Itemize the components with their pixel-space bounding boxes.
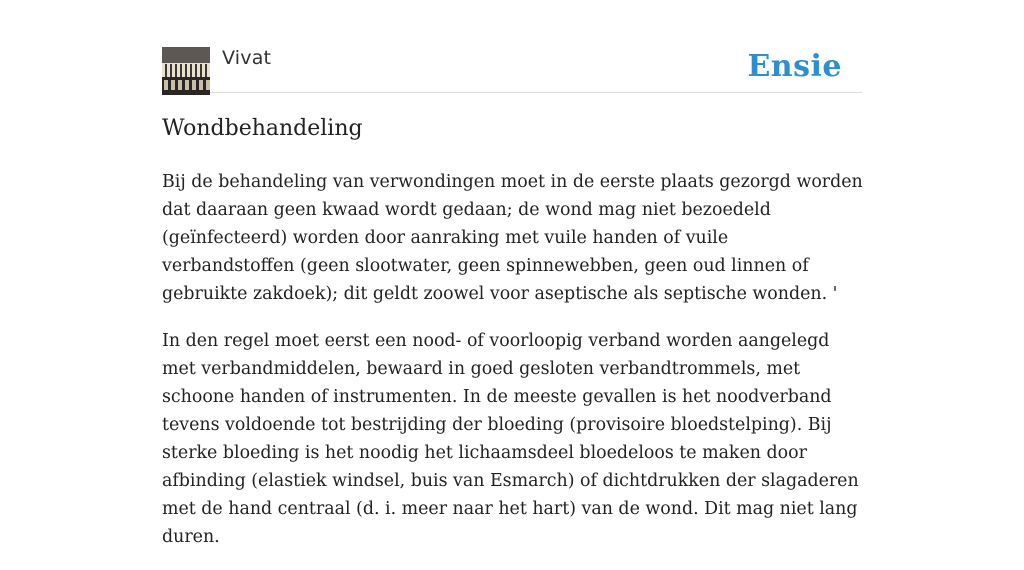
typewriter-avatar-icon — [162, 47, 210, 95]
header — [162, 46, 862, 93]
author-avatar[interactable] — [162, 47, 210, 95]
article-paragraph: Bij de behandeling van verwondingen moet in de eerste plaats gezorgd worden dat daaraan geen kwaad wordt gedaan; de wond mag niet bezoedeld (geïnfecteerd) worden door aanraking met vuile handen of vuile verbandstoffen (geen slootwater, geen spinnewebben, geen oud linnen of gebruikte zakdoek); dit geldt zoowel voor aseptische als septische wonden. ' — [162, 172, 863, 304]
author-name[interactable]: Vivat — [222, 47, 272, 69]
article-body — [162, 168, 864, 570]
site-logo[interactable]: Ensie — [747, 49, 842, 84]
article-title: Wondbehandeling — [162, 116, 363, 141]
article-paragraph: In den regel moet eerst een nood- of voorloopig verband worden aangelegd met verbandmiddelen, bewaard in goed gesloten verbandtrommels, met schoone handen of instrumenten. In de meeste gevallen is het noodverband tevens voldoende tot bestrijding der bloeding (provisoire bloedstelping). Bij sterke bloeding is het noodig het lichaamsdeel bloedeloos te maken door afbinding (elastiek windsel, buis van Esmarch) of dichtdrukken der slagaderen met de hand centraal (d. i. meer naar het hart) van de wond. Dit mag niet lang duren. — [162, 331, 859, 547]
